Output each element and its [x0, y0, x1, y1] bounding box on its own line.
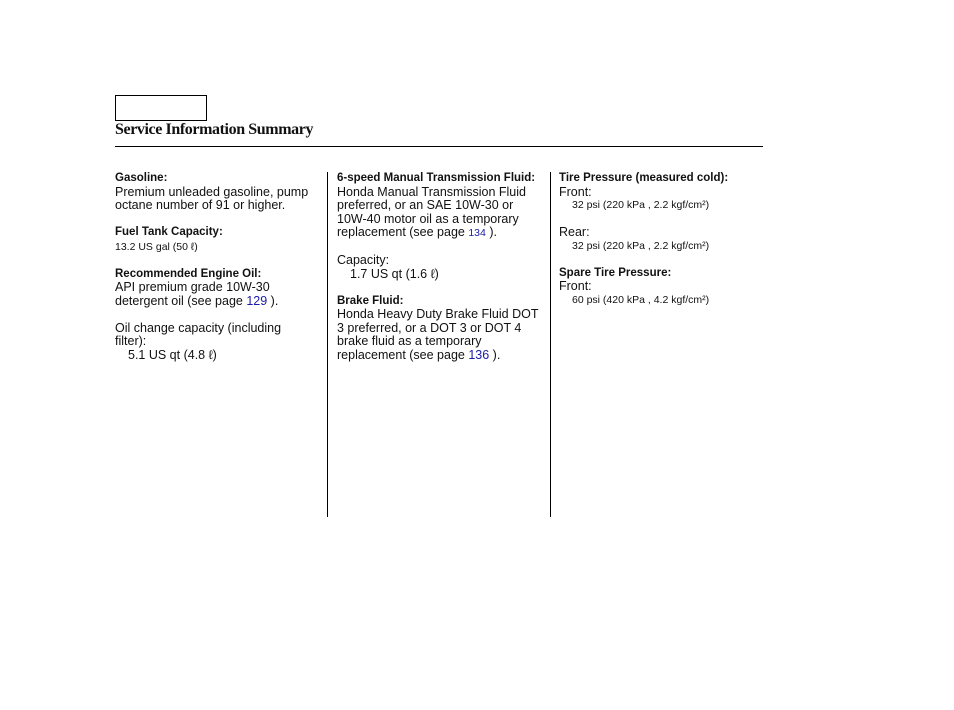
engine-oil-text-end: ).	[267, 293, 279, 308]
mt-fluid-text: Honda Manual Transmission Fluid preferred, or an SAE 10W-30 or 10W-40 motor oil as a temporary replacement (see page	[337, 184, 526, 239]
gasoline-section	[115, 172, 315, 213]
mt-fluid-section	[337, 172, 543, 241]
section-tab-box	[115, 95, 207, 121]
engine-oil-text: API premium grade 10W-30 detergent oil (see page	[115, 280, 270, 308]
brake-fluid-label: Brake Fluid:	[337, 294, 404, 307]
oil-capacity-section	[115, 322, 315, 363]
spare-tire-label: Spare Tire Pressure:	[559, 266, 672, 279]
tire-pressure-section	[559, 172, 759, 253]
mt-capacity-section	[337, 254, 543, 281]
brake-fluid-text: Honda Heavy Duty Brake Fluid DOT 3 preferred, or a DOT 3 or DOT 4 brake fluid as a temporary replacement (see page	[337, 307, 539, 362]
tire-front-label: Front:	[559, 184, 592, 199]
mt-capacity-label: Capacity:	[337, 253, 390, 267]
page-link-136[interactable]: 136	[468, 347, 490, 362]
page-title: Service Information Summary	[115, 121, 314, 138]
tire-rear-value: 32 psi (220 kPa , 2.2 kgf/cm²)	[572, 239, 710, 252]
tire-front-value: 32 psi (220 kPa , 2.2 kgf/cm²)	[572, 199, 710, 211]
column-transmission-brake	[337, 172, 543, 376]
fuel-tank-label: Fuel Tank Capacity:	[115, 226, 223, 238]
page-link-134[interactable]: 134	[468, 227, 486, 239]
column-fuel-oil	[115, 172, 315, 376]
mt-capacity-value: 1.7 US qt (1.6 ℓ)	[350, 266, 439, 281]
column-divider-1	[327, 172, 328, 517]
column-divider-2	[550, 172, 551, 517]
fuel-tank-section	[115, 226, 315, 254]
spare-front-value: 60 psi (420 kPa , 4.2 kgf/cm²)	[572, 293, 710, 306]
title-rule	[115, 146, 763, 147]
engine-oil-section	[115, 268, 315, 309]
gasoline-text: Premium unleaded gasoline, pump octane number of 91 or higher.	[115, 184, 309, 212]
column-tire-pressure	[559, 172, 759, 321]
page-link-129[interactable]: 129	[246, 293, 268, 308]
tire-rear-label: Rear:	[559, 225, 590, 239]
mt-fluid-label: 6-speed Manual Transmission Fluid:	[337, 172, 536, 184]
spare-front-label: Front:	[559, 279, 592, 293]
spare-tire-section	[559, 267, 759, 308]
brake-fluid-text-end: ).	[489, 347, 501, 362]
mt-fluid-text-end: ).	[485, 225, 497, 239]
brake-fluid-section	[337, 295, 543, 363]
fuel-tank-value: 13.2 US gal (50 ℓ)	[115, 240, 198, 253]
oil-capacity-label: Oil change capacity (including filter):	[115, 320, 282, 348]
gasoline-label: Gasoline:	[115, 172, 168, 184]
tire-pressure-label: Tire Pressure (measured cold):	[559, 172, 729, 184]
oil-capacity-value: 5.1 US qt (4.8 ℓ)	[128, 347, 217, 362]
engine-oil-label: Recommended Engine Oil:	[115, 267, 262, 280]
